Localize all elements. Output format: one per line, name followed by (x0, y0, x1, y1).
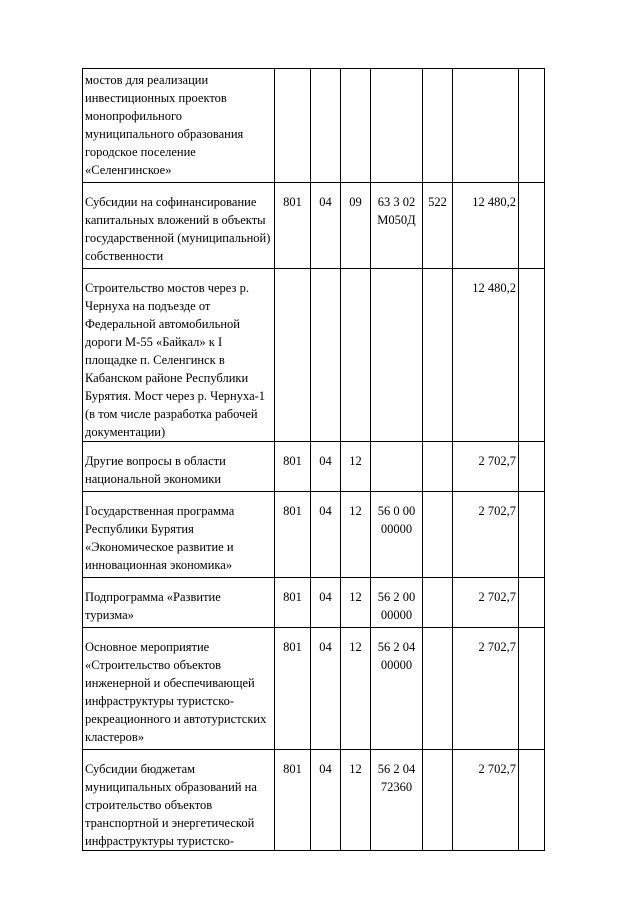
row-rz: 04 (311, 442, 341, 492)
row-rz (311, 69, 341, 183)
row-csr (371, 442, 423, 492)
row-rz: 04 (311, 183, 341, 269)
row-csr: 56 0 00 00000 (371, 492, 423, 578)
row-name: Субсидии бюджетам муниципальных образований на строительство объектов транспортной и энергетической инфраструктуры туристско- (83, 750, 275, 851)
row-vr (423, 750, 453, 851)
row-sum: 2 702,7 (453, 750, 519, 851)
row-extra (519, 750, 545, 851)
row-name: Другие вопросы в области национальной экономики (83, 442, 275, 492)
row-extra (519, 183, 545, 269)
row-pr: 12 (341, 442, 371, 492)
table-row (83, 492, 545, 578)
row-csr (371, 69, 423, 183)
table-row (83, 628, 545, 750)
row-pr (341, 269, 371, 442)
row-pr (341, 69, 371, 183)
row-csr: 56 2 04 72360 (371, 750, 423, 851)
table-row (83, 69, 545, 183)
row-sum: 12 480,2 (453, 269, 519, 442)
row-ved: 801 (275, 442, 311, 492)
row-rz (311, 269, 341, 442)
row-pr: 12 (341, 628, 371, 750)
row-vr (423, 442, 453, 492)
table-row (83, 269, 545, 442)
row-vr (423, 492, 453, 578)
row-rz: 04 (311, 492, 341, 578)
row-rz: 04 (311, 628, 341, 750)
row-sum: 2 702,7 (453, 628, 519, 750)
row-rz: 04 (311, 578, 341, 628)
row-ved: 801 (275, 750, 311, 851)
row-ved: 801 (275, 183, 311, 269)
row-csr: 56 2 00 00000 (371, 578, 423, 628)
row-name: Субсидии на софинансирование капитальных вложений в объекты государственной (муниципальной) собственности (83, 183, 275, 269)
row-vr (423, 628, 453, 750)
row-extra (519, 269, 545, 442)
row-vr: 522 (423, 183, 453, 269)
row-extra (519, 442, 545, 492)
row-pr: 12 (341, 492, 371, 578)
row-name: Основное мероприятие «Строительство объектов инженерной и обеспечивающей инфраструктуры туристско-рекреационного и автотуристских кластеров» (83, 628, 275, 750)
budget-table (82, 68, 545, 851)
row-pr: 12 (341, 578, 371, 628)
table-row (83, 750, 545, 851)
row-name: Подпрограмма «Развитие туризма» (83, 578, 275, 628)
table-row (83, 183, 545, 269)
row-ved (275, 69, 311, 183)
table-row (83, 578, 545, 628)
row-csr: 56 2 04 00000 (371, 628, 423, 750)
row-extra (519, 492, 545, 578)
row-sum: 2 702,7 (453, 492, 519, 578)
row-vr (423, 578, 453, 628)
row-vr (423, 69, 453, 183)
row-vr (423, 269, 453, 442)
row-name: мостов для реализации инвестиционных проектов монопрофильного муниципального образования городское поселение «Селенгинское» (83, 69, 275, 183)
row-ved: 801 (275, 628, 311, 750)
row-sum: 2 702,7 (453, 442, 519, 492)
row-sum: 12 480,2 (453, 183, 519, 269)
row-ved: 801 (275, 578, 311, 628)
table-row (83, 442, 545, 492)
row-extra (519, 69, 545, 183)
row-extra (519, 578, 545, 628)
row-sum (453, 69, 519, 183)
row-pr: 12 (341, 750, 371, 851)
row-rz: 04 (311, 750, 341, 851)
row-csr: 63 3 02 М050Д (371, 183, 423, 269)
row-sum: 2 702,7 (453, 578, 519, 628)
row-pr: 09 (341, 183, 371, 269)
row-ved (275, 269, 311, 442)
row-name: Строительство мостов через р. Чернуха на подъезде от Федеральной автомобильной дороги М-55 «Байкал» к I площадке п. Селенгинск в Кабанском районе Республики Бурятия. Мост через р. Чернуха-1 (в том числе разработка рабочей документации) (83, 269, 275, 442)
row-csr (371, 269, 423, 442)
row-extra (519, 628, 545, 750)
row-ved: 801 (275, 492, 311, 578)
row-name: Государственная программа Республики Бурятия «Экономическое развитие и инновационная экономика» (83, 492, 275, 578)
